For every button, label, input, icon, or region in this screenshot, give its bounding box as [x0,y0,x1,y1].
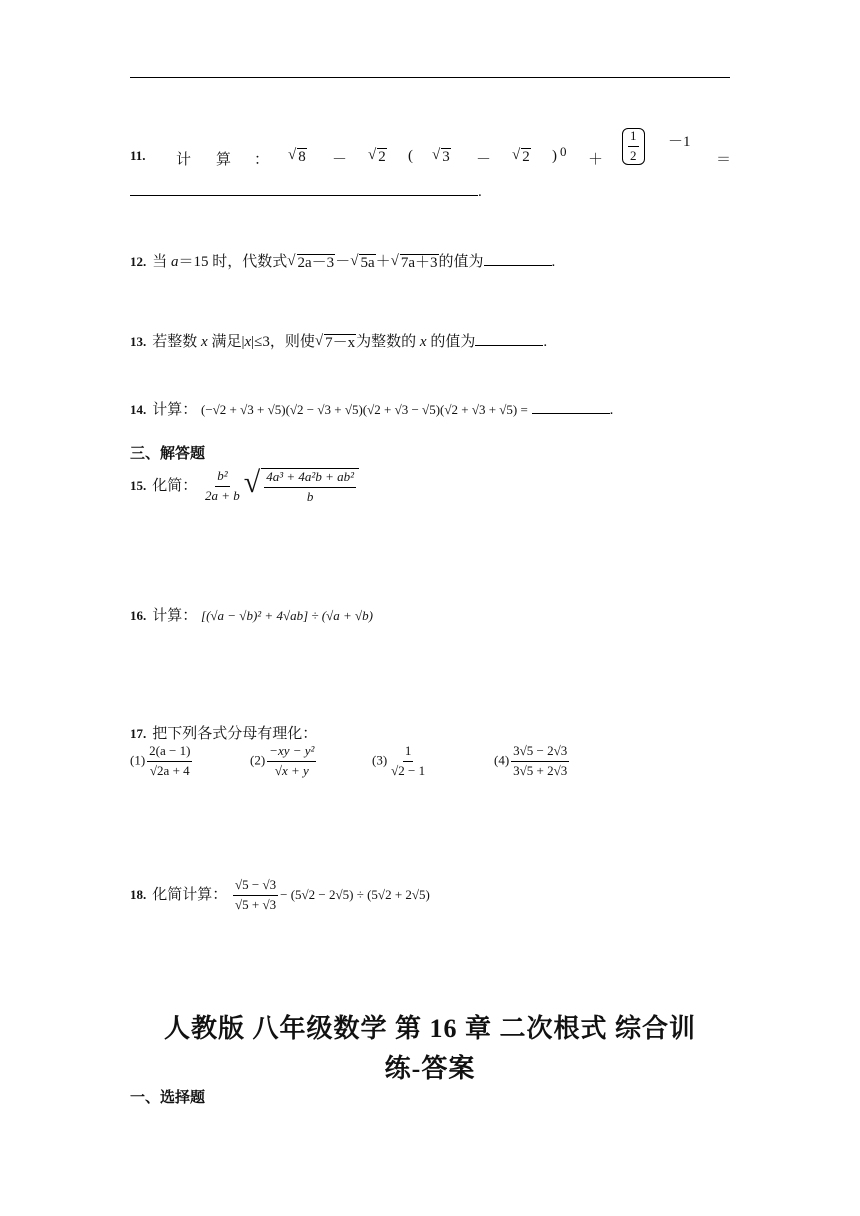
answer-blank[interactable] [475,330,543,346]
q11-char: 计 [176,152,192,168]
answer-title: 人教版 八年级数学 第 16 章 二次根式 综合训 [163,1014,696,1043]
answer-blank[interactable] [130,180,478,196]
question-13: 13. 若整数 x 满足|x|≤3，则使 √ 7－x 为整数的 x 的值为 . [130,330,547,351]
question-16: 16. 计算： [(√a − √b)² + 4√ab] ÷ (√a + √b) [130,608,373,624]
q17-item: (2) $\frac{\text{−xy − y²}}{√x + y}$ [250,743,315,778]
question-number: 11. [130,148,146,163]
q11-char: 算 [216,152,232,168]
q16-expression: [(√a − √b)² + 4√ab] ÷ (√a + √b) [201,608,373,623]
q17-item: (4) $\frac{3√5 - 2√3}{3√5 + 2√3}$ [494,743,568,778]
q11-answer-line: . [130,180,482,201]
answer-blank[interactable] [532,398,610,414]
sqrt-3: √ 3 [432,147,450,165]
question-18: 18. 化简计算： $\frac{√5 - √3}{√5 + √3}$ − (5√2 − 2√5) ÷ (5√2 + 2√5) [130,877,430,912]
sqrt-2: √ 2 [368,147,386,165]
question-11: 11. 计 算 ： √ 8 － √ 2 ( √ 3 － √ 2 ) 0 ＋ $\frac{1}{2}$ －1 ＝ [130,128,732,168]
section-heading: 三、解答题 [130,444,206,462]
q14-expression: (−√2 + √3 + √5)(√2 − √3 + √5)(√2 + √3 − √5)(√2 + √3 + √5) = [201,402,528,417]
half-bracket: $\frac{1}{2}$ [622,128,645,165]
q17-item: (3) $\frac{1}{√2 - 1}$ [372,743,426,778]
header-rule [130,77,730,78]
question-15: 15. 化简： $\frac{\text{b²}}{2a + b}$ √ $\frac{\text{4a³ + 4a²b + ab²}}{b}$ [130,468,359,505]
q17-item: (1) $\frac{2(a - 1)}{√2a + 4}$ [130,743,191,778]
q11-char: ： [254,152,270,168]
sqrt-2: √ 2 [512,147,530,165]
question-17: 17. 把下列各式分母有理化： [130,726,318,742]
section-heading: 一、选择题 [130,1088,206,1106]
question-12: 12. 当 a＝15 时，代数式 √ 2a－3 － √ 5a ＋ √ 7a＋3 的值为 . [130,250,555,271]
answer-blank[interactable] [484,250,552,266]
answer-title-cont: 练-答案 [384,1054,476,1083]
sqrt-8: √ 8 [288,147,306,165]
question-14: 14. 计算： (−√2 + √3 + √5)(√2 − √3 + √5)(√2 + √3 − √5)(√2 + √3 + √5) = . [130,398,613,419]
